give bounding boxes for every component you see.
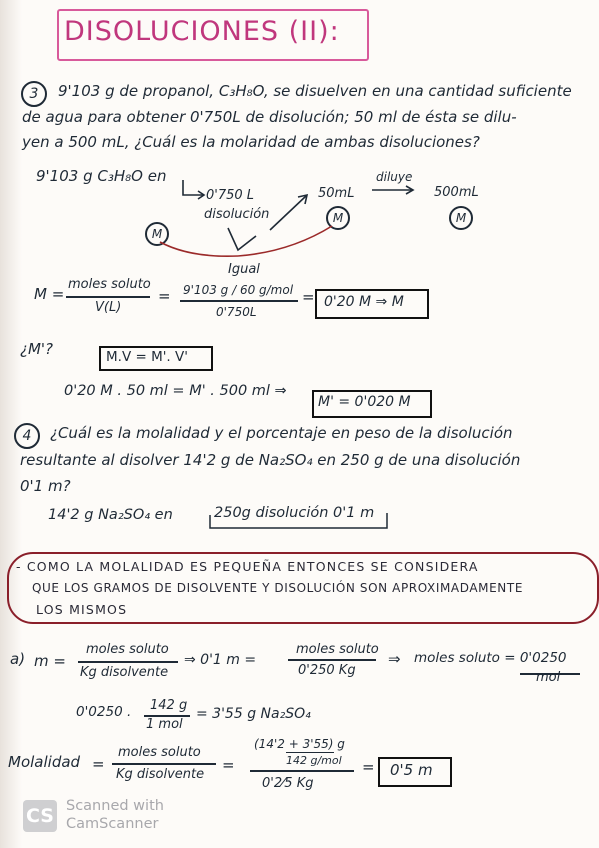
mass-calc-prefix: 0'0250 . (76, 704, 132, 720)
molarity-result: 0'20 M ⇒ M (324, 294, 404, 310)
molality-num1: moles soluto (86, 642, 169, 657)
problem4-statement-line3: 0'1 m? (20, 477, 71, 495)
fraction-bar (78, 661, 178, 663)
equals-sign: = (302, 288, 315, 306)
problem4-statement-line2: resultante al disolver 14'2 g de Na₂SO₄ en 250 g de una disolución (20, 451, 521, 469)
dilution-calc: 0'20 M . 50 ml = M' . 500 ml ⇒ (64, 383, 287, 399)
molarity-eq: = (158, 287, 171, 305)
moles-result: moles soluto = 0'0250 (414, 650, 567, 666)
diagram-m-right: M (449, 206, 473, 230)
molarity-lhs: M = (34, 285, 65, 303)
diagram-volume: 0'750 L (206, 188, 255, 203)
fraction-bar (288, 659, 376, 661)
molalidad-num3: moles soluto (118, 745, 201, 760)
molarity-den2: 0'750L (216, 305, 257, 319)
molalidad-den3: Kg disolvente (116, 767, 205, 782)
problem-number-4: 4 (14, 423, 40, 449)
camscanner-logo: CS (23, 800, 57, 832)
scanner-line1: Scanned with (66, 798, 164, 814)
molarity-den1: V(L) (95, 300, 122, 315)
diagram-disolucion: disolución (204, 207, 270, 222)
diagram-vol-50: 50mL (318, 186, 355, 201)
diagram-igual: Igual (228, 262, 260, 277)
molalidad-den4: 0'2⁄5 Kg (262, 776, 314, 791)
molalidad-eq: = (92, 755, 105, 773)
diagram-m-mid: M (326, 206, 350, 230)
dilution-result: M' = 0'020 M (318, 394, 411, 410)
mass-calc-result: = 3'55 g Na₂SO₄ (196, 706, 311, 722)
molality-den1: Kg disolvente (80, 665, 169, 680)
mass-calc-den: 1 mol (146, 717, 183, 732)
molality-num2: moles soluto (296, 642, 379, 657)
problem4-data: 14'2 g Na₂SO₄ en (48, 507, 173, 523)
diagram-mass: 9'103 g C₃H₈O en (36, 167, 167, 185)
fraction-bar (112, 763, 216, 765)
mass-calc-num: 142 g (150, 698, 188, 713)
moles-unit: mol (536, 670, 561, 685)
diagram-vol-500: 500mL (434, 185, 479, 200)
fraction-bar (250, 770, 354, 772)
problem3-statement-line1: 9'103 g de propanol, C₃H₈O, se disuelven en una cantidad suficiente (58, 82, 572, 100)
fraction-bar (286, 752, 334, 753)
page-title: DISOLUCIONES (II): (64, 16, 340, 47)
molalidad-num4: (14'2 + 3'55) g (254, 737, 345, 751)
problem3-statement-line3: yen a 500 mL, ¿Cuál es la molaridad de ambas disoluciones? (22, 133, 480, 151)
molalidad-num4b: 142 g/mol (286, 754, 342, 767)
note-line3: LOS MISMOS (36, 602, 128, 617)
molarity-num1: moles soluto (68, 277, 151, 292)
equals-sign: = (362, 758, 375, 776)
diagram-m-left: M (145, 222, 169, 246)
note-line1: - COMO LA MOLALIDAD ES PEQUEÑA ENTONCES SE CONSIDERA (16, 559, 479, 574)
molality-arrow1: ⇒ 0'1 m = (184, 652, 257, 668)
problem4-statement-line1: ¿Cuál es la molalidad y el porcentaje en peso de la disolución (50, 424, 513, 442)
molality-den2: 0'250 Kg (298, 663, 356, 678)
molality-arrow2: ⇒ (388, 650, 401, 668)
problem3-statement-line2: de agua para obtener 0'750L de disolución; 50 ml de ésta se dilu- (22, 108, 517, 126)
molarity-num2: 9'103 g / 60 g/mol (183, 283, 294, 297)
dilution-formula: M.V = M'. V' (106, 349, 188, 365)
note-line2: QUE LOS GRAMOS DE DISOLVENTE Y DISOLUCIÓN SON APROXIMADAMENTE (32, 581, 523, 595)
question-m-prime: ¿M'? (20, 340, 53, 358)
problem-number-3: 3 (21, 81, 47, 107)
scanner-line2: CamScanner (66, 816, 159, 832)
final-result: 0'5 m (390, 761, 433, 779)
molalidad-label: Molalidad (8, 753, 81, 771)
diagram-diluye: diluye (376, 170, 413, 184)
molalidad-eq2: = (222, 756, 235, 774)
problem4-data-250: 250g disolución 0'1 m (214, 505, 375, 521)
part-a-label: a) (10, 650, 26, 668)
molality-lhs: m = (34, 652, 66, 670)
